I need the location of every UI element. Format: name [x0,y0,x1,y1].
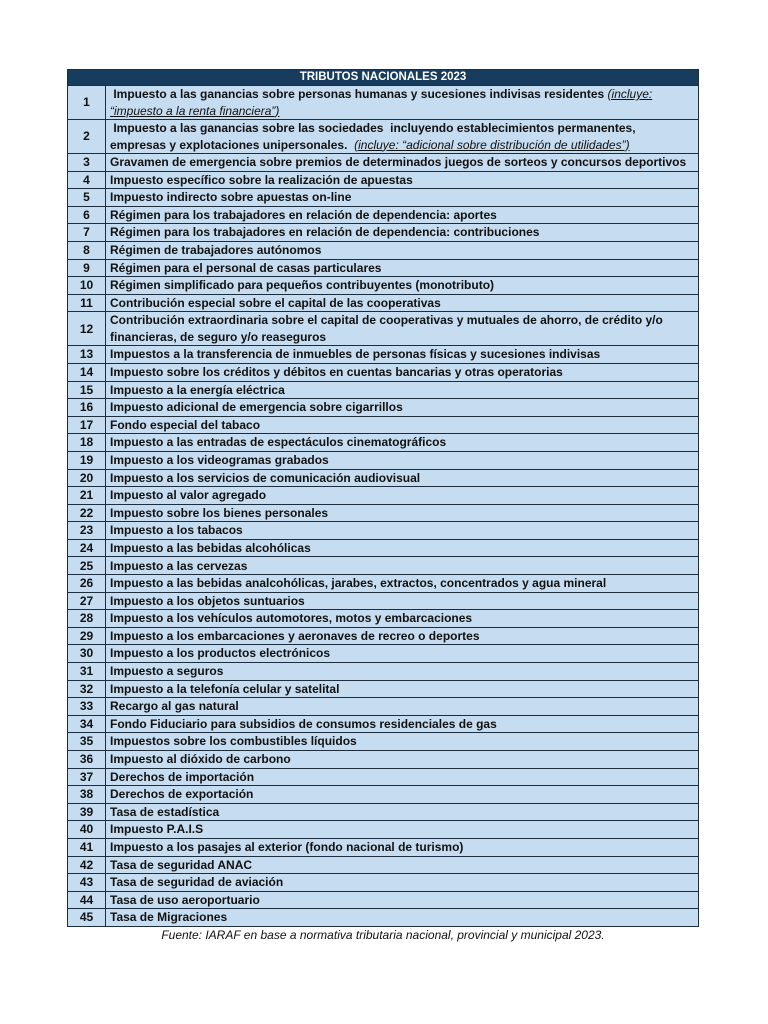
row-number: 40 [68,821,106,839]
table-body [68,86,699,927]
row-description [106,171,699,189]
row-number: 1 [68,86,106,120]
table-row [68,399,699,417]
row-description [106,224,699,242]
row-description [106,259,699,277]
row-number: 31 [68,663,106,681]
row-description [106,663,699,681]
table-row [68,224,699,242]
row-number: 24 [68,539,106,557]
table-row [68,838,699,856]
row-description [106,86,699,120]
row-number: 29 [68,627,106,645]
tax-name: Régimen para los trabajadores en relación de dependencia: aportes [110,207,497,222]
table-row [68,381,699,399]
row-description [106,575,699,593]
row-description [106,487,699,505]
row-description [106,645,699,663]
row-description [106,154,699,172]
row-number: 39 [68,803,106,821]
row-description [106,680,699,698]
table-row [68,891,699,909]
tax-name: Impuestos a la transferencia de inmuebles de personas físicas y sucesiones indivisas [110,347,601,362]
table-row [68,416,699,434]
row-description [106,698,699,716]
tax-name: Tasa de estadística [110,804,220,819]
row-number: 37 [68,768,106,786]
table-row [68,346,699,364]
row-description [106,120,699,154]
tax-name: Derechos de exportación [110,787,254,802]
table-row [68,575,699,593]
row-number: 45 [68,909,106,927]
table-row [68,610,699,628]
row-description [106,451,699,469]
row-description [106,241,699,259]
row-number: 4 [68,171,106,189]
table-row [68,189,699,207]
table-row [68,504,699,522]
row-number: 34 [68,715,106,733]
tax-name: Régimen simplificado para pequeños contribuyentes (monotributo) [110,278,495,293]
tax-name: Fondo especial del tabaco [110,417,261,432]
tax-name: Impuesto a las entradas de espectáculos cinematográficos [110,435,447,450]
row-number: 30 [68,645,106,663]
row-description [106,504,699,522]
table-row [68,277,699,295]
row-number: 7 [68,224,106,242]
tax-name: Impuesto a los pasajes al exterior (fondo nacional de turismo) [110,840,464,855]
row-description [106,838,699,856]
table-row [68,259,699,277]
row-description [106,434,699,452]
row-description [106,610,699,628]
tax-name: Impuesto a los vehículos automotores, motos y embarcaciones [110,611,473,626]
tax-name: Impuesto indirecto sobre apuestas on-line [110,190,352,205]
table-row [68,751,699,769]
row-number: 10 [68,277,106,295]
tax-name: Fondo Fiduciario para subsidios de consumos residenciales de gas [110,716,497,731]
table-row [68,539,699,557]
tax-name: Régimen para los trabajadores en relación de dependencia: contribuciones [110,225,540,240]
row-description [106,416,699,434]
row-number: 5 [68,189,106,207]
tax-name: Contribución especial sobre el capital de las cooperativas [110,295,441,310]
row-number: 43 [68,874,106,892]
row-number: 3 [68,154,106,172]
row-description [106,363,699,381]
row-number: 9 [68,259,106,277]
row-number: 16 [68,399,106,417]
table-row [68,768,699,786]
row-number: 23 [68,522,106,540]
row-description [106,768,699,786]
row-description [106,399,699,417]
row-number: 20 [68,469,106,487]
table-row [68,557,699,575]
table-row [68,294,699,312]
tax-name: Impuesto P.A.I.S [110,822,204,837]
tax-name: Impuesto a la telefonía celular y satelital [110,681,340,696]
table-row [68,469,699,487]
tax-name: Impuesto sobre los créditos y débitos en cuentas bancarias y otras operatorias [110,364,563,379]
table-row [68,680,699,698]
tax-name: Impuesto a los tabacos [110,523,243,538]
row-description [106,803,699,821]
tributos-table [67,69,699,927]
row-description [106,627,699,645]
document [67,69,699,942]
row-description [106,189,699,207]
table-row [68,487,699,505]
row-number: 32 [68,680,106,698]
tax-name: Impuesto a las ganancias sobre personas humanas y sucesiones indivisas residentes [110,87,608,101]
row-number: 17 [68,416,106,434]
tax-name: Impuesto al valor agregado [110,488,267,503]
table-row [68,86,699,120]
row-description [106,346,699,364]
row-description [106,733,699,751]
table-row [68,592,699,610]
table-row [68,733,699,751]
tax-name: Impuesto adicional de emergencia sobre cigarrillos [110,400,403,415]
row-description [106,469,699,487]
row-description [106,715,699,733]
tax-name: Régimen para el personal de casas particulares [110,260,382,275]
row-description [106,751,699,769]
table-row [68,522,699,540]
row-description [106,874,699,892]
row-number: 42 [68,856,106,874]
table-row [68,241,699,259]
table-row [68,786,699,804]
row-description [106,312,699,346]
row-description [106,557,699,575]
row-description [106,592,699,610]
table-row [68,663,699,681]
tax-name: Régimen de trabajadores autónomos [110,243,322,258]
tax-name: Impuesto a los videogramas grabados [110,452,329,467]
table-row [68,154,699,172]
row-number: 11 [68,294,106,312]
row-number: 41 [68,838,106,856]
table-row [68,312,699,346]
row-number: 19 [68,451,106,469]
row-number: 35 [68,733,106,751]
tax-name: Impuesto a las ganancias sobre las sociedades incluyendo establecimientos permanentes, empresas y explotaciones unipersonales. [110,121,639,152]
tax-name: Tasa de uso aeroportuario [110,892,260,907]
row-number: 26 [68,575,106,593]
row-number: 6 [68,206,106,224]
tax-name: Gravamen de emergencia sobre premios de determinados juegos de sorteos y concursos deportivos [110,155,687,170]
tax-name: Impuesto a los productos electrónicos [110,646,331,661]
row-number: 14 [68,363,106,381]
table-row [68,171,699,189]
tax-name: Impuesto a los servicios de comunicación audiovisual [110,470,421,485]
tax-name: Impuesto sobre los bienes personales [110,505,329,520]
tax-name: Impuesto a los objetos suntuarios [110,593,305,608]
table-row [68,821,699,839]
row-description [106,294,699,312]
row-description [106,786,699,804]
row-number: 21 [68,487,106,505]
tax-name: Impuesto a las cervezas [110,558,248,573]
row-number: 25 [68,557,106,575]
table-row [68,715,699,733]
table-row [68,434,699,452]
row-number: 38 [68,786,106,804]
tax-name: Contribución extraordinaria sobre el capital de cooperativas y mutuales de ahorro, de crédito y/o financieras, de seguro y/o reaseguros [110,313,667,344]
tax-name: Tasa de Migraciones [110,910,228,925]
row-description [106,909,699,927]
row-number: 13 [68,346,106,364]
tax-name: Tasa de seguridad ANAC [110,857,253,872]
table-row [68,645,699,663]
row-description [106,522,699,540]
table-row [68,363,699,381]
row-number: 2 [68,120,106,154]
table-row [68,627,699,645]
row-number: 36 [68,751,106,769]
tax-name: Impuesto a las bebidas alcohólicas [110,540,311,555]
row-description [106,381,699,399]
row-description [106,206,699,224]
tax-note: (incluye: “adicional sobre distribución de utilidades”) [354,137,630,152]
tax-name: Impuesto a las bebidas analcohólicas, jarabes, extractos, concentrados y agua mineral [110,576,607,591]
row-number: 27 [68,592,106,610]
source-note: Fuente: IARAF en base a normativa tributaria nacional, provincial y municipal 2023. [161,927,605,942]
tax-name: Impuestos sobre los combustibles líquidos [110,734,357,749]
table-row [68,874,699,892]
table-row [68,120,699,154]
tax-name: Impuesto a la energía eléctrica [110,382,285,397]
row-number: 15 [68,381,106,399]
table-row [68,909,699,927]
row-number: 12 [68,312,106,346]
tax-name: Impuesto a los embarcaciones y aeronaves de recreo o deportes [110,628,480,643]
row-description [106,277,699,295]
row-description [106,856,699,874]
table-row [68,803,699,821]
row-description [106,891,699,909]
row-number: 44 [68,891,106,909]
table-row [68,451,699,469]
tax-name: Impuesto al dióxido de carbono [110,752,291,767]
row-number: 22 [68,504,106,522]
row-description [106,539,699,557]
row-number: 18 [68,434,106,452]
table-row [68,698,699,716]
tax-name: Recargo al gas natural [110,699,239,714]
tax-name: Derechos de importación [110,769,255,784]
tax-name: Tasa de seguridad de aviación [110,875,284,890]
row-number: 28 [68,610,106,628]
tax-note: (incluye: “impuesto a la renta financiera”) [110,87,653,118]
row-number: 8 [68,241,106,259]
table-row [68,206,699,224]
row-number: 33 [68,698,106,716]
tax-name: Impuesto a seguros [110,664,224,679]
table-row [68,856,699,874]
tax-name: Impuesto específico sobre la realización de apuestas [110,172,413,187]
row-description [106,821,699,839]
table-title: TRIBUTOS NACIONALES 2023 [68,70,699,86]
